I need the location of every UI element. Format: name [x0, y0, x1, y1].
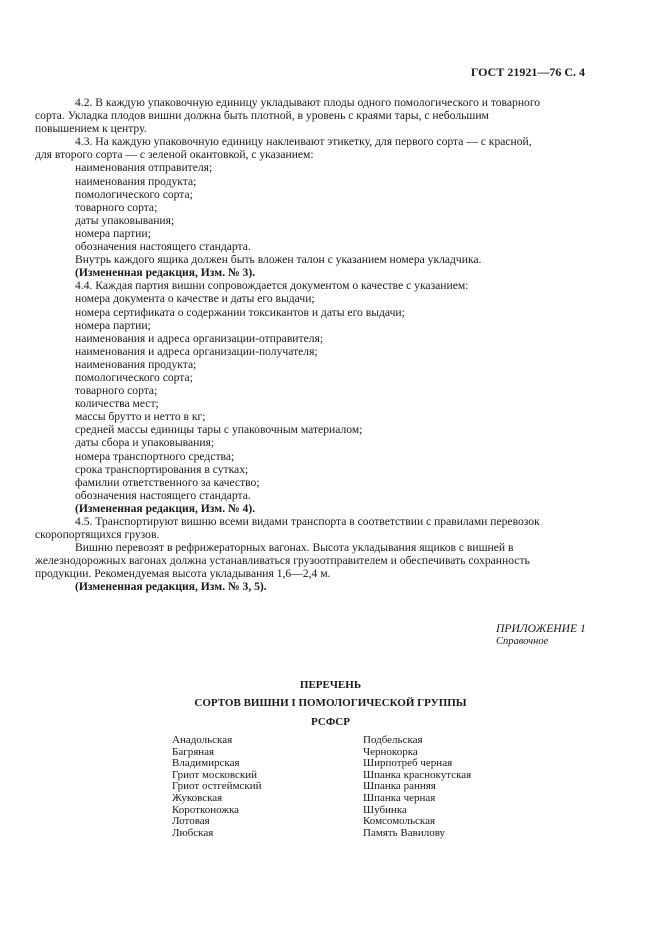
- variety-item: Шпанка черная: [363, 791, 436, 804]
- list-item: номера партии;: [75, 318, 151, 332]
- variety-item: Багряная: [172, 745, 215, 758]
- list-item: массы брутто и нетто в кг;: [75, 410, 206, 424]
- p42-line: сорта. Укладка плодов вишни должна быть плотной, в уровень с краями тары, с небольшим: [35, 109, 489, 123]
- variety-item: Подбельская: [363, 734, 423, 746]
- list-item: средней массы единицы тары с упаковочным материалом;: [75, 423, 363, 437]
- variety-item: Лотовая: [172, 815, 210, 828]
- varieties-left-column: [172, 735, 262, 839]
- p43-extra: Внутрь каждого ящика должен быть вложен талон с указанием номера укладчика.: [75, 253, 482, 267]
- list-item: даты сбора и упаковывания;: [75, 436, 215, 450]
- variety-item: Шпанка краснокутская: [363, 768, 472, 781]
- list-item: наименования продукта;: [75, 357, 197, 371]
- appendix-title: ПРИЛОЖЕНИЕ 1: [496, 622, 586, 635]
- variety-item: Память Вавилову: [363, 826, 446, 839]
- p45b-line: продукции. Рекомендуемая высота укладывания 1,6—2,4 м.: [35, 567, 331, 581]
- list-item: наименования продукта;: [75, 174, 197, 188]
- p45b-line: Вишню перевозят в рефрижераторных вагонах. Высота укладывания ящиков с вишней в: [75, 541, 514, 555]
- list-item: наименования и адреса организации-получателя;: [75, 344, 318, 358]
- list-item: обозначения настоящего стандарта.: [75, 240, 251, 254]
- list-item: номера документа о качестве и даты его выдачи;: [75, 292, 315, 306]
- p45-line: скоропортящихся грузов.: [35, 528, 160, 542]
- p42-line: 4.2. В каждую упаковочную единицу укладывают плоды одного помологического и товарного: [75, 96, 541, 109]
- variety-item: Комсомольская: [363, 815, 436, 828]
- list-item: обозначения настоящего стандарта.: [75, 488, 251, 502]
- variety-item: Любская: [172, 826, 214, 839]
- p45-line: 4.5. Транспортируют вишню всеми видами транспорта в соответствии с правилами перевозок: [75, 515, 540, 528]
- list-item: фамилии ответственного за качество;: [75, 475, 260, 489]
- p43-line: 4.3. На каждую упаковочную единицу наклеивают этикетку, для первого сорта — с красной,: [75, 135, 532, 149]
- region-title: РСФСР: [311, 716, 350, 728]
- amendment-note: (Измененная редакция, Изм. № 3).: [75, 266, 256, 280]
- main-text: [35, 96, 583, 594]
- variety-item: Анадольская: [172, 734, 233, 746]
- list-item: даты упаковывания;: [75, 213, 175, 227]
- appendix-subtitle: Справочное: [496, 636, 549, 647]
- variety-item: Владимирская: [172, 757, 240, 770]
- p44-intro: 4.4. Каждая партия вишни сопровождается документом о качестве с указанием:: [75, 279, 469, 293]
- list-item: номера партии;: [75, 226, 151, 240]
- list-item: номера транспортного средства;: [75, 449, 235, 463]
- variety-item: Ширпотреб черная: [363, 757, 453, 770]
- variety-item: Жуковская: [172, 791, 223, 804]
- amendment-note: (Измененная редакция, Изм. № 3, 5).: [75, 580, 267, 594]
- list-item: наименования и адреса организации-отправителя;: [75, 331, 324, 345]
- list-item: помологического сорта;: [75, 370, 193, 384]
- section-4-2: [35, 96, 583, 136]
- variety-item: Гриот остгеймский: [172, 780, 262, 793]
- section-4-5: [35, 515, 583, 594]
- variety-item: Шубинка: [363, 803, 407, 816]
- p43-line: для второго сорта — с зеленой окантовкой, с указанием:: [35, 148, 314, 162]
- appendix-label: [496, 622, 586, 648]
- section-4-4: [75, 279, 583, 515]
- p45b-line: железнодорожных вагонах должна устанавливаться грузоотправителем и обеспечивать сохранность: [35, 554, 530, 568]
- p42-line: повышением к центру.: [35, 122, 147, 136]
- variety-item: Шпанка ранняя: [363, 780, 436, 793]
- variety-item: Чернокорка: [363, 745, 418, 758]
- list-item: помологического сорта;: [75, 187, 193, 201]
- page-header: ГОСТ 21921—76 С. 4: [470, 65, 585, 79]
- list-item: срока транспортирования в сутках;: [75, 462, 249, 476]
- varieties-right-column: [363, 735, 471, 839]
- list-item: количества мест;: [75, 397, 159, 411]
- list-item: товарного сорта;: [75, 384, 158, 398]
- amendment-note: (Измененная редакция, Изм. № 4).: [75, 501, 256, 515]
- list-title: ПЕРЕЧЕНЬ: [299, 679, 362, 691]
- list-item: номера сертификата о содержании токсикантов и даты его выдачи;: [75, 305, 405, 319]
- variety-item: Гриот московский: [172, 768, 257, 781]
- section-4-3: [35, 135, 583, 280]
- list-subtitle: СОРТОВ ВИШНИ I ПОМОЛОГИЧЕСКОЙ ГРУППЫ: [194, 697, 467, 709]
- list-item: наименования отправителя;: [75, 161, 213, 175]
- list-item: товарного сорта;: [75, 200, 158, 214]
- variety-item: Коротконожка: [172, 803, 240, 816]
